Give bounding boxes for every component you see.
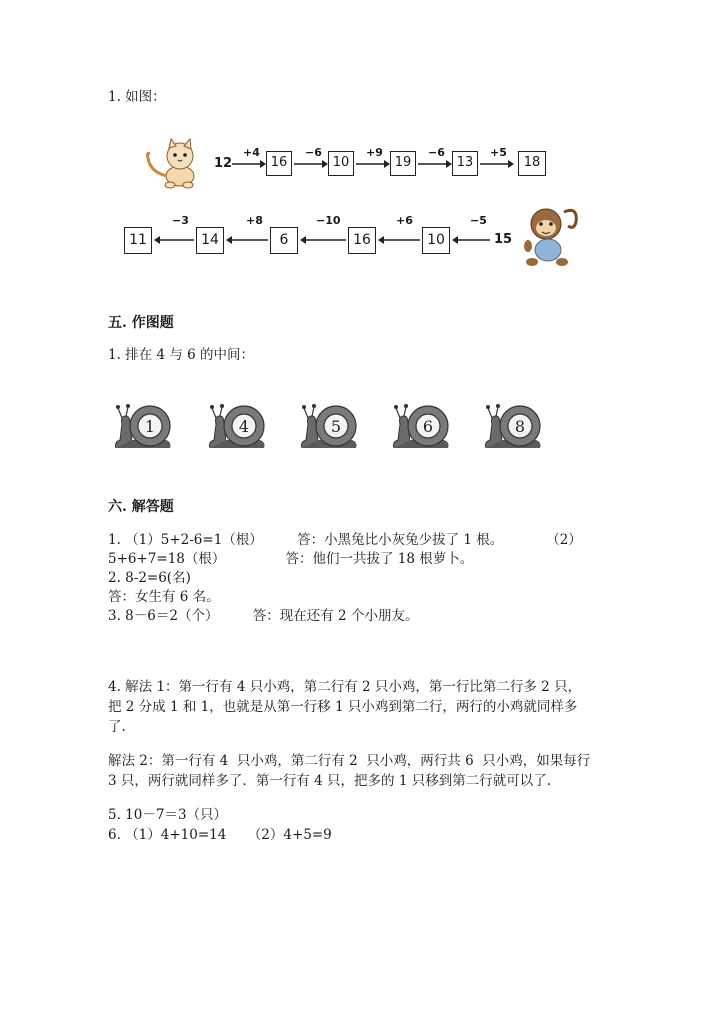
chain2-op: −10 <box>316 214 341 227</box>
chain2-op: +8 <box>246 214 263 227</box>
arrow-left-icon <box>154 236 194 244</box>
arrow-left-icon <box>300 236 346 244</box>
arrow-right-icon <box>480 160 514 168</box>
chain2-op: +6 <box>396 214 413 227</box>
snail-number: 1 <box>144 417 156 436</box>
snail-icon <box>298 402 358 456</box>
snail-number: 4 <box>238 417 250 436</box>
chain1-box: 18 <box>518 151 546 176</box>
chain1-op: −6 <box>305 146 322 159</box>
answer-5: 5. 10－7＝3（只） <box>108 807 228 823</box>
monkey-illustration <box>520 204 580 268</box>
chain1-start: 12 <box>214 156 233 171</box>
section-5-title: 五. 作图题 <box>108 315 174 331</box>
arrow-left-icon <box>378 236 420 244</box>
answer-4-line: 4. 解法 1：第一行有 4 只小鸡，第二行有 2 只小鸡，第一行比第二行多 2 只， <box>108 679 582 695</box>
chain1-op: +4 <box>243 146 260 159</box>
answer-line: 5+6+7=18（根） 答：他们一共拔了 18 根萝卜。 <box>108 551 474 567</box>
snail-number: 5 <box>330 417 342 436</box>
chain2-box: 6 <box>270 227 298 254</box>
chain2-start: 15 <box>494 232 513 247</box>
arrow-left-icon <box>452 236 490 244</box>
arrow-right-icon <box>418 160 452 168</box>
answer-6: 6. （1）4+10=14 （2）4+5=9 <box>108 827 332 843</box>
chain2-box: 14 <box>196 227 224 254</box>
snail-icon <box>390 402 450 456</box>
answer-line: 答：女生有 6 名。 <box>108 589 220 605</box>
answer-line: 2. 8-2=6(名) <box>108 570 191 586</box>
chain2-op: −3 <box>172 214 189 227</box>
chain2-box: 16 <box>348 227 376 254</box>
arrow-left-icon <box>226 236 268 244</box>
chain1-box: 13 <box>452 151 478 176</box>
snail-number: 8 <box>514 417 526 436</box>
snail-icon <box>206 402 266 456</box>
answer-line: 3. 8－6＝2（个） 答：现在还有 2 个小朋友。 <box>108 608 419 624</box>
answer-4b-line: 3 只，两行就同样多了．第一行有 4 只，把多的 1 只移到第二行就可以了. <box>108 773 552 789</box>
arrow-right-icon <box>294 160 328 168</box>
answer-4b-line: 解法 2：第一行有 4 只小鸡，第二行有 2 只小鸡，两行共 6 只小鸡，如果每行 <box>108 753 591 769</box>
chain2-op: −5 <box>470 214 487 227</box>
answer-4-line: 了. <box>108 719 126 735</box>
chain1-op: −6 <box>428 146 445 159</box>
answer-line: 1. （1）5+2-6=1（根） 答：小黑兔比小灰兔少拔了 1 根。 （2） <box>108 532 582 548</box>
section-6-title: 六. 解答题 <box>108 499 174 515</box>
chain2-box: 11 <box>124 227 152 254</box>
chain1-op: +5 <box>490 146 507 159</box>
snail-row <box>112 402 552 458</box>
chain2-box: 10 <box>422 227 450 254</box>
arrow-right-icon <box>232 160 266 168</box>
chain1-box: 10 <box>328 151 354 176</box>
cat-illustration <box>140 138 208 190</box>
snail-icon <box>482 402 542 456</box>
section-5-question-1: 1. 排在 4 与 6 的中间： <box>108 347 255 363</box>
arrow-right-icon <box>356 160 390 168</box>
answer-4-line: 把 2 分成 1 和 1，也就是从第一行移 1 只小鸡到第二行，两行的小鸡就同样多 <box>108 699 578 715</box>
snail-number: 6 <box>422 417 434 436</box>
snail-icon <box>112 402 172 456</box>
question-1-label: 1. 如图： <box>108 89 166 105</box>
chain1-box: 16 <box>266 151 292 176</box>
chain1-box: 19 <box>390 151 416 176</box>
chain1-op: +9 <box>366 146 383 159</box>
